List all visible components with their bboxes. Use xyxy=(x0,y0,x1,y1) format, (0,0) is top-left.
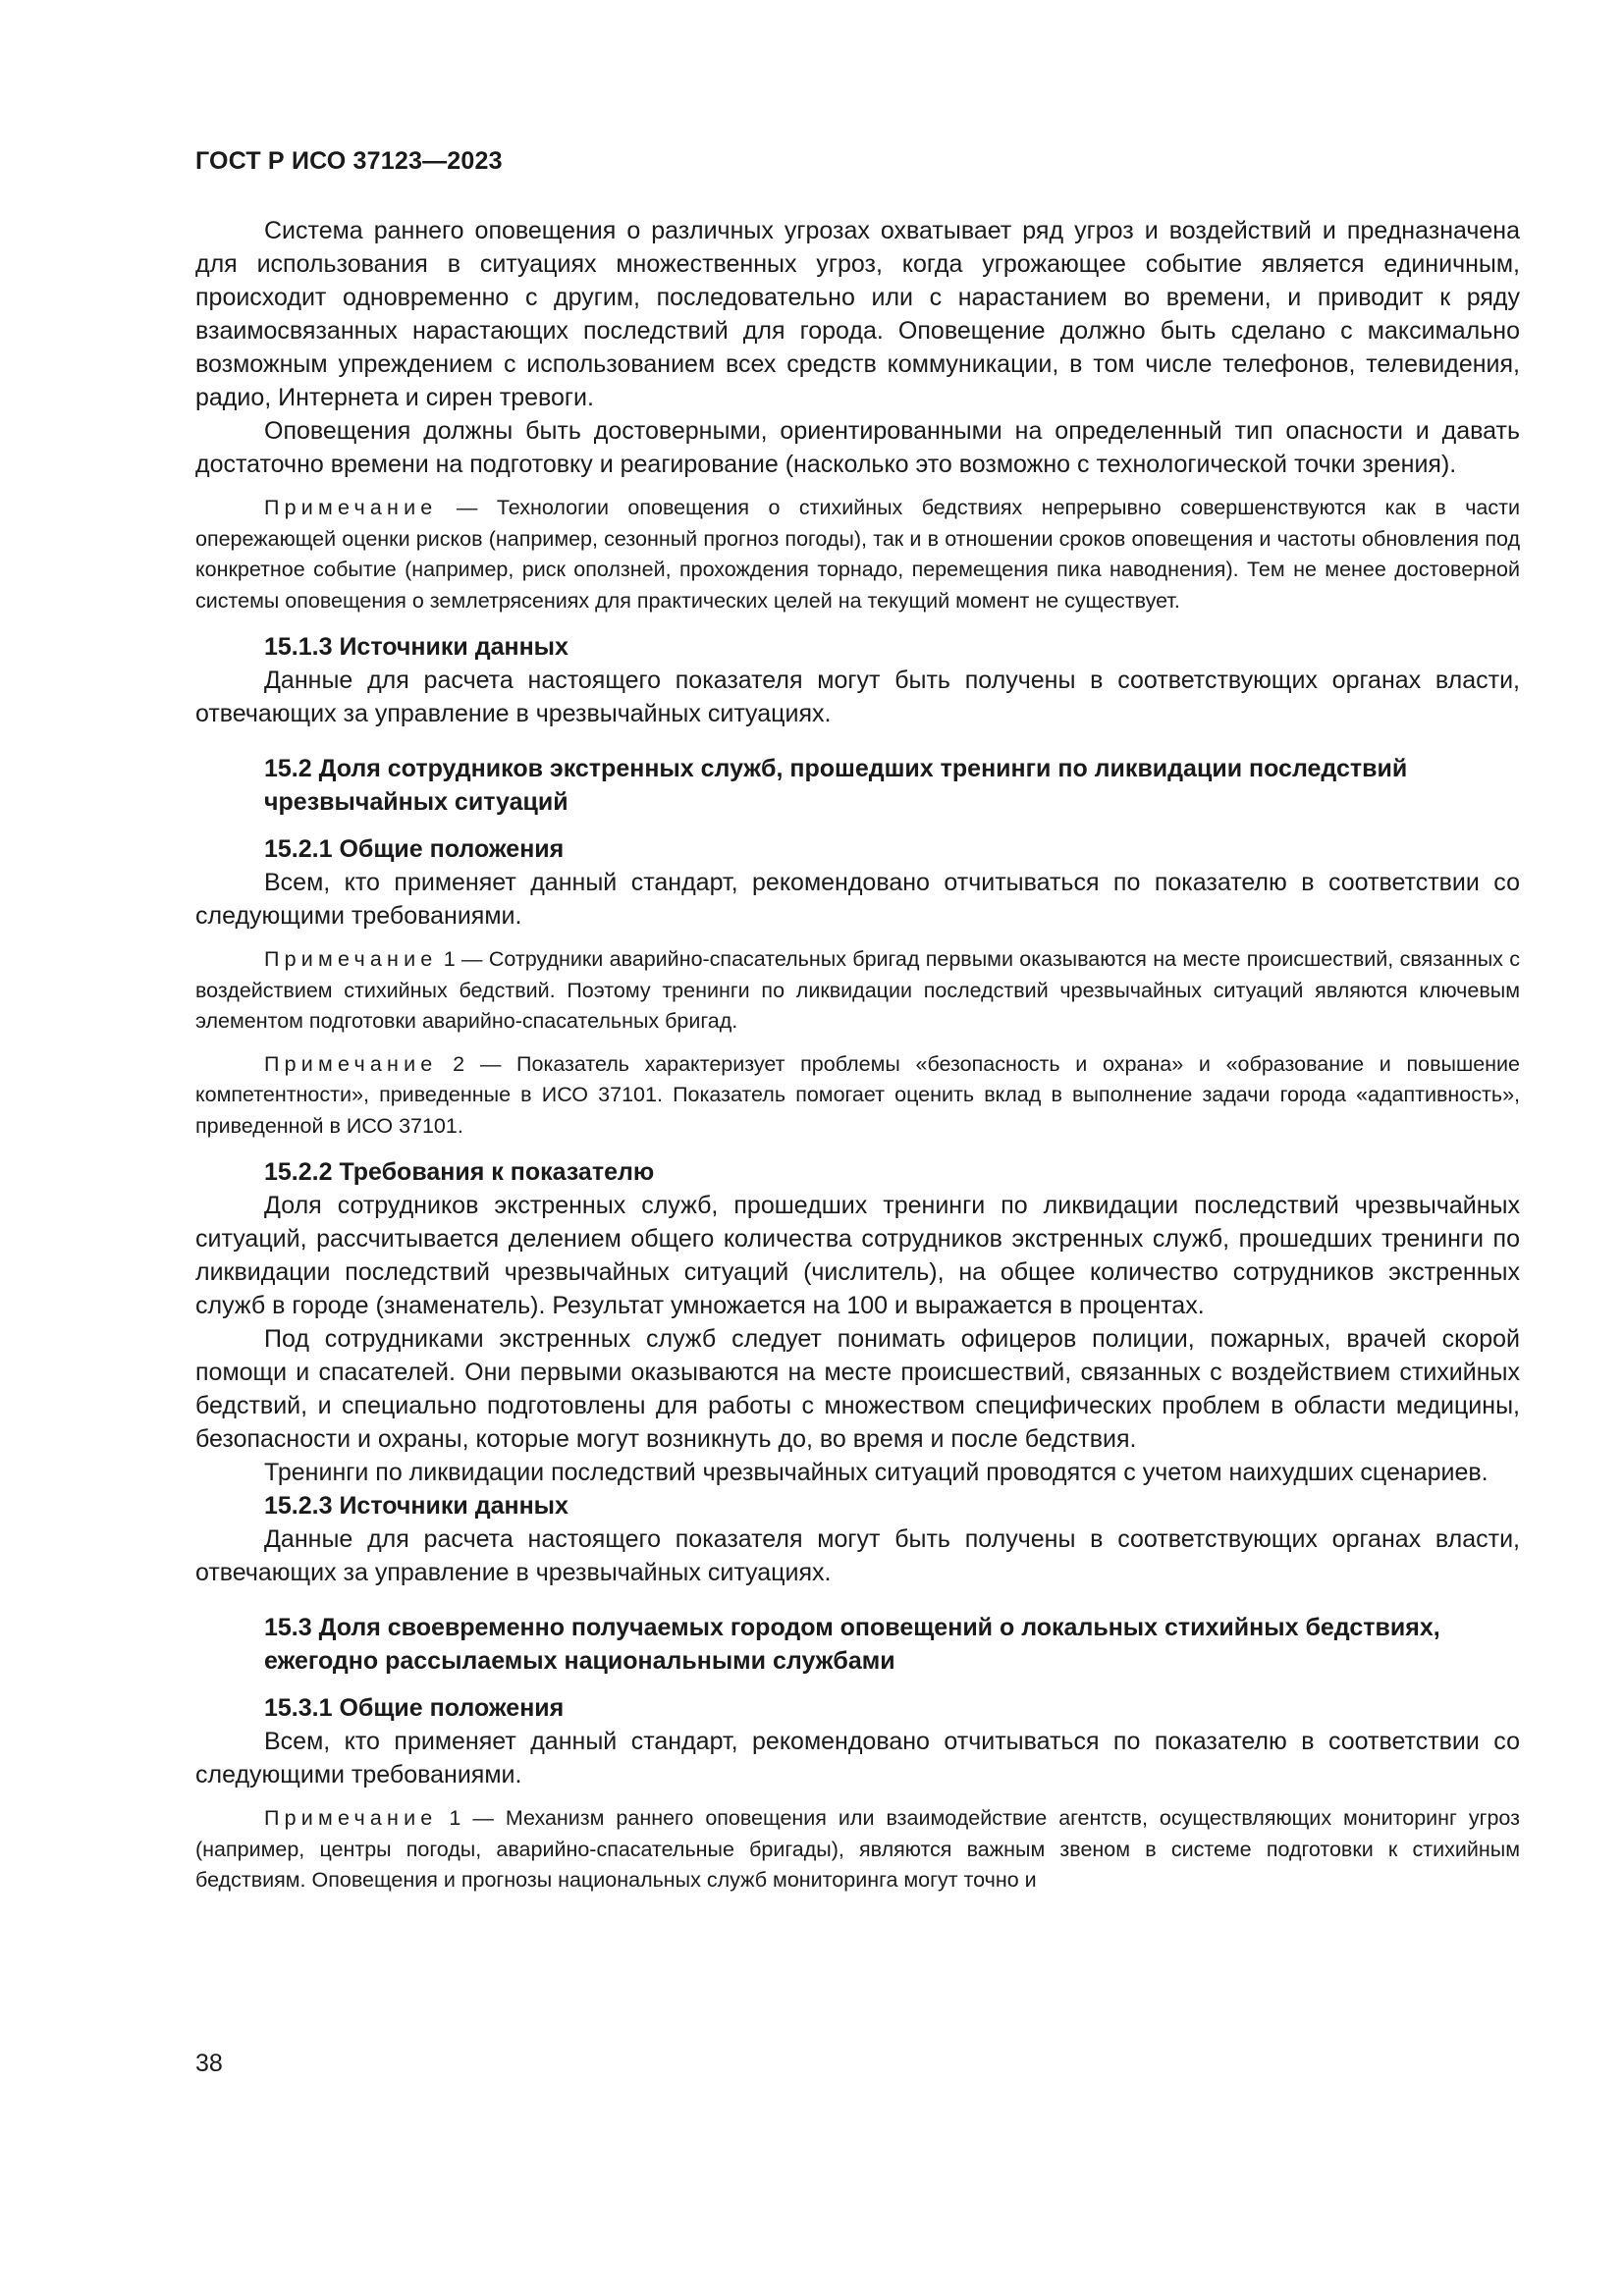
paragraph: Система раннего оповещения о различных угрозах охватывает ряд угроз и воздействий и предназначена для использования в ситуациях множественных угроз, когда угрожающее событие является единичным, происходит одновременно с другим, последовательно или с нарастанием во времени, и приводит к ряду взаимосвязанных нарастающих последствий для города. Оповещение должно быть сделано с максимально возможным упреждением с использованием всех средств коммуникации, в том числе телефонов, телевидения, радио, Интернета и сирен тревоги. xyxy=(195,217,1520,411)
note xyxy=(195,1049,1520,1143)
paragraph: Всем, кто применяет данный стандарт, рекомендовано отчитываться по показателю в соответствии со следующими требованиями. xyxy=(195,869,1520,930)
note xyxy=(195,944,1520,1038)
note-text: 2 — Показатель характеризует проблемы «безопасность и охрана» и «образование и повышение компетентности», приведенные в ИСО 37101. Показатель помогает оценить вклад в выполнение задачи города «адаптивность», приведенной в ИСО 37101. xyxy=(195,1051,1520,1138)
paragraph: Тренинги по ликвидации последствий чрезвычайных ситуаций проводятся с учетом наихудших сценариев. xyxy=(264,1459,1489,1486)
note-text: 1 — Механизм раннего оповещения или взаимодействие агентств, осуществляющих мониторинг угроз (например, центры погоды, аварийно-спасательные бригады), являются важным звеном в системе подготовки к стихийным бедствиям. Оповещения и прогнозы национальных служб мониторинга могут точно и xyxy=(195,1806,1520,1892)
section-heading-15-2-1: 15.2.1 Общие положения xyxy=(264,835,565,863)
note-label: Примечание xyxy=(264,1051,438,1076)
section-heading-15-1-3: 15.1.3 Источники данных xyxy=(264,633,568,661)
document-header: ГОСТ Р ИСО 37123—2023 xyxy=(195,147,503,175)
section-heading-15-2-3: 15.2.3 Источники данных xyxy=(264,1492,568,1520)
note-label: Примечание xyxy=(264,1806,438,1830)
paragraph: Оповещения должны быть достоверными, ориентированными на определенный тип опасности и давать достаточно времени на подготовку и реагирование (насколько это возможно с технологической точки зрения). xyxy=(195,417,1520,478)
page-number: 38 xyxy=(195,2050,223,2077)
note-text: 1 — Сотрудники аварийно-спасательных бригад первыми оказываются на месте происшествий, связанных с воздействием стихийных бедствий. Поэтому тренинги по ликвидации последствий чрезвычайных ситуаций являются ключевым элементом подготовки аварийно-спасательных бригад. xyxy=(195,947,1520,1033)
note-text: — Технологии оповещения о стихийных бедствиях непрерывно совершенствуются как в части опережающей оценки рисков (например, сезонный прогноз погоды), так и в отношении сроков оповещения и частоты обновления под конкретное событие (например, риск оползней, прохождения торнадо, перемещения пика наводнения). Тем не менее достоверной системы оповещения о землетрясениях для практических целей на текущий момент не существует. xyxy=(195,496,1520,613)
note xyxy=(195,493,1520,616)
paragraph: Всем, кто применяет данный стандарт, рекомендовано отчитываться по показателю в соответствии со следующими требованиями. xyxy=(195,1728,1520,1789)
paragraph: Под сотрудниками экстренных служб следует понимать офицеров полиции, пожарных, врачей скорой помощи и спасателей. Они первыми оказываются на месте происшествий, связанных с воздействием стихийных бедствий, и специально подготовлены для работы с множеством специфических проблем в области медицины, безопасности и охраны, которые могут возникнуть до, во время и после бедствия. xyxy=(195,1325,1520,1453)
paragraph: Данные для расчета настоящего показателя могут быть получены в соответствующих органах власти, отвечающих за управление в чрезвычайных ситуациях. xyxy=(195,1525,1520,1586)
note-label: Примечание xyxy=(264,496,438,519)
paragraph: Доля сотрудников экстренных служб, прошедших тренинги по ликвидации последствий чрезвычайных ситуаций, рассчитывается делением общего количества сотрудников экстренных служб, прошедших тренинги по ликвидации последствий чрезвычайных ситуаций (числитель), на общее количество сотрудников экстренных служб в городе (знаменатель). Результат умножается на 100 и выражается в процентах. xyxy=(195,1192,1520,1319)
note xyxy=(195,1803,1520,1896)
paragraph: Данные для расчета настоящего показателя могут быть получены в соответствующих органах власти, отвечающих за управление в чрезвычайных ситуациях. xyxy=(195,667,1520,727)
document-body xyxy=(195,214,1520,1896)
section-heading-15-3-1: 15.3.1 Общие положения xyxy=(264,1694,565,1722)
note-label: Примечание xyxy=(264,947,438,971)
section-heading-15-3: 15.3 Доля своевременно получаемых городом оповещений о локальных стихийных бедствиях, ежегодно рассылаемых национальными службами xyxy=(264,1614,1440,1675)
section-heading-15-2: 15.2 Доля сотрудников экстренных служб, прошедших тренинги по ликвидации последствий чрезвычайных ситуаций xyxy=(264,755,1408,816)
section-heading-15-2-2: 15.2.2 Требования к показателю xyxy=(264,1158,655,1186)
